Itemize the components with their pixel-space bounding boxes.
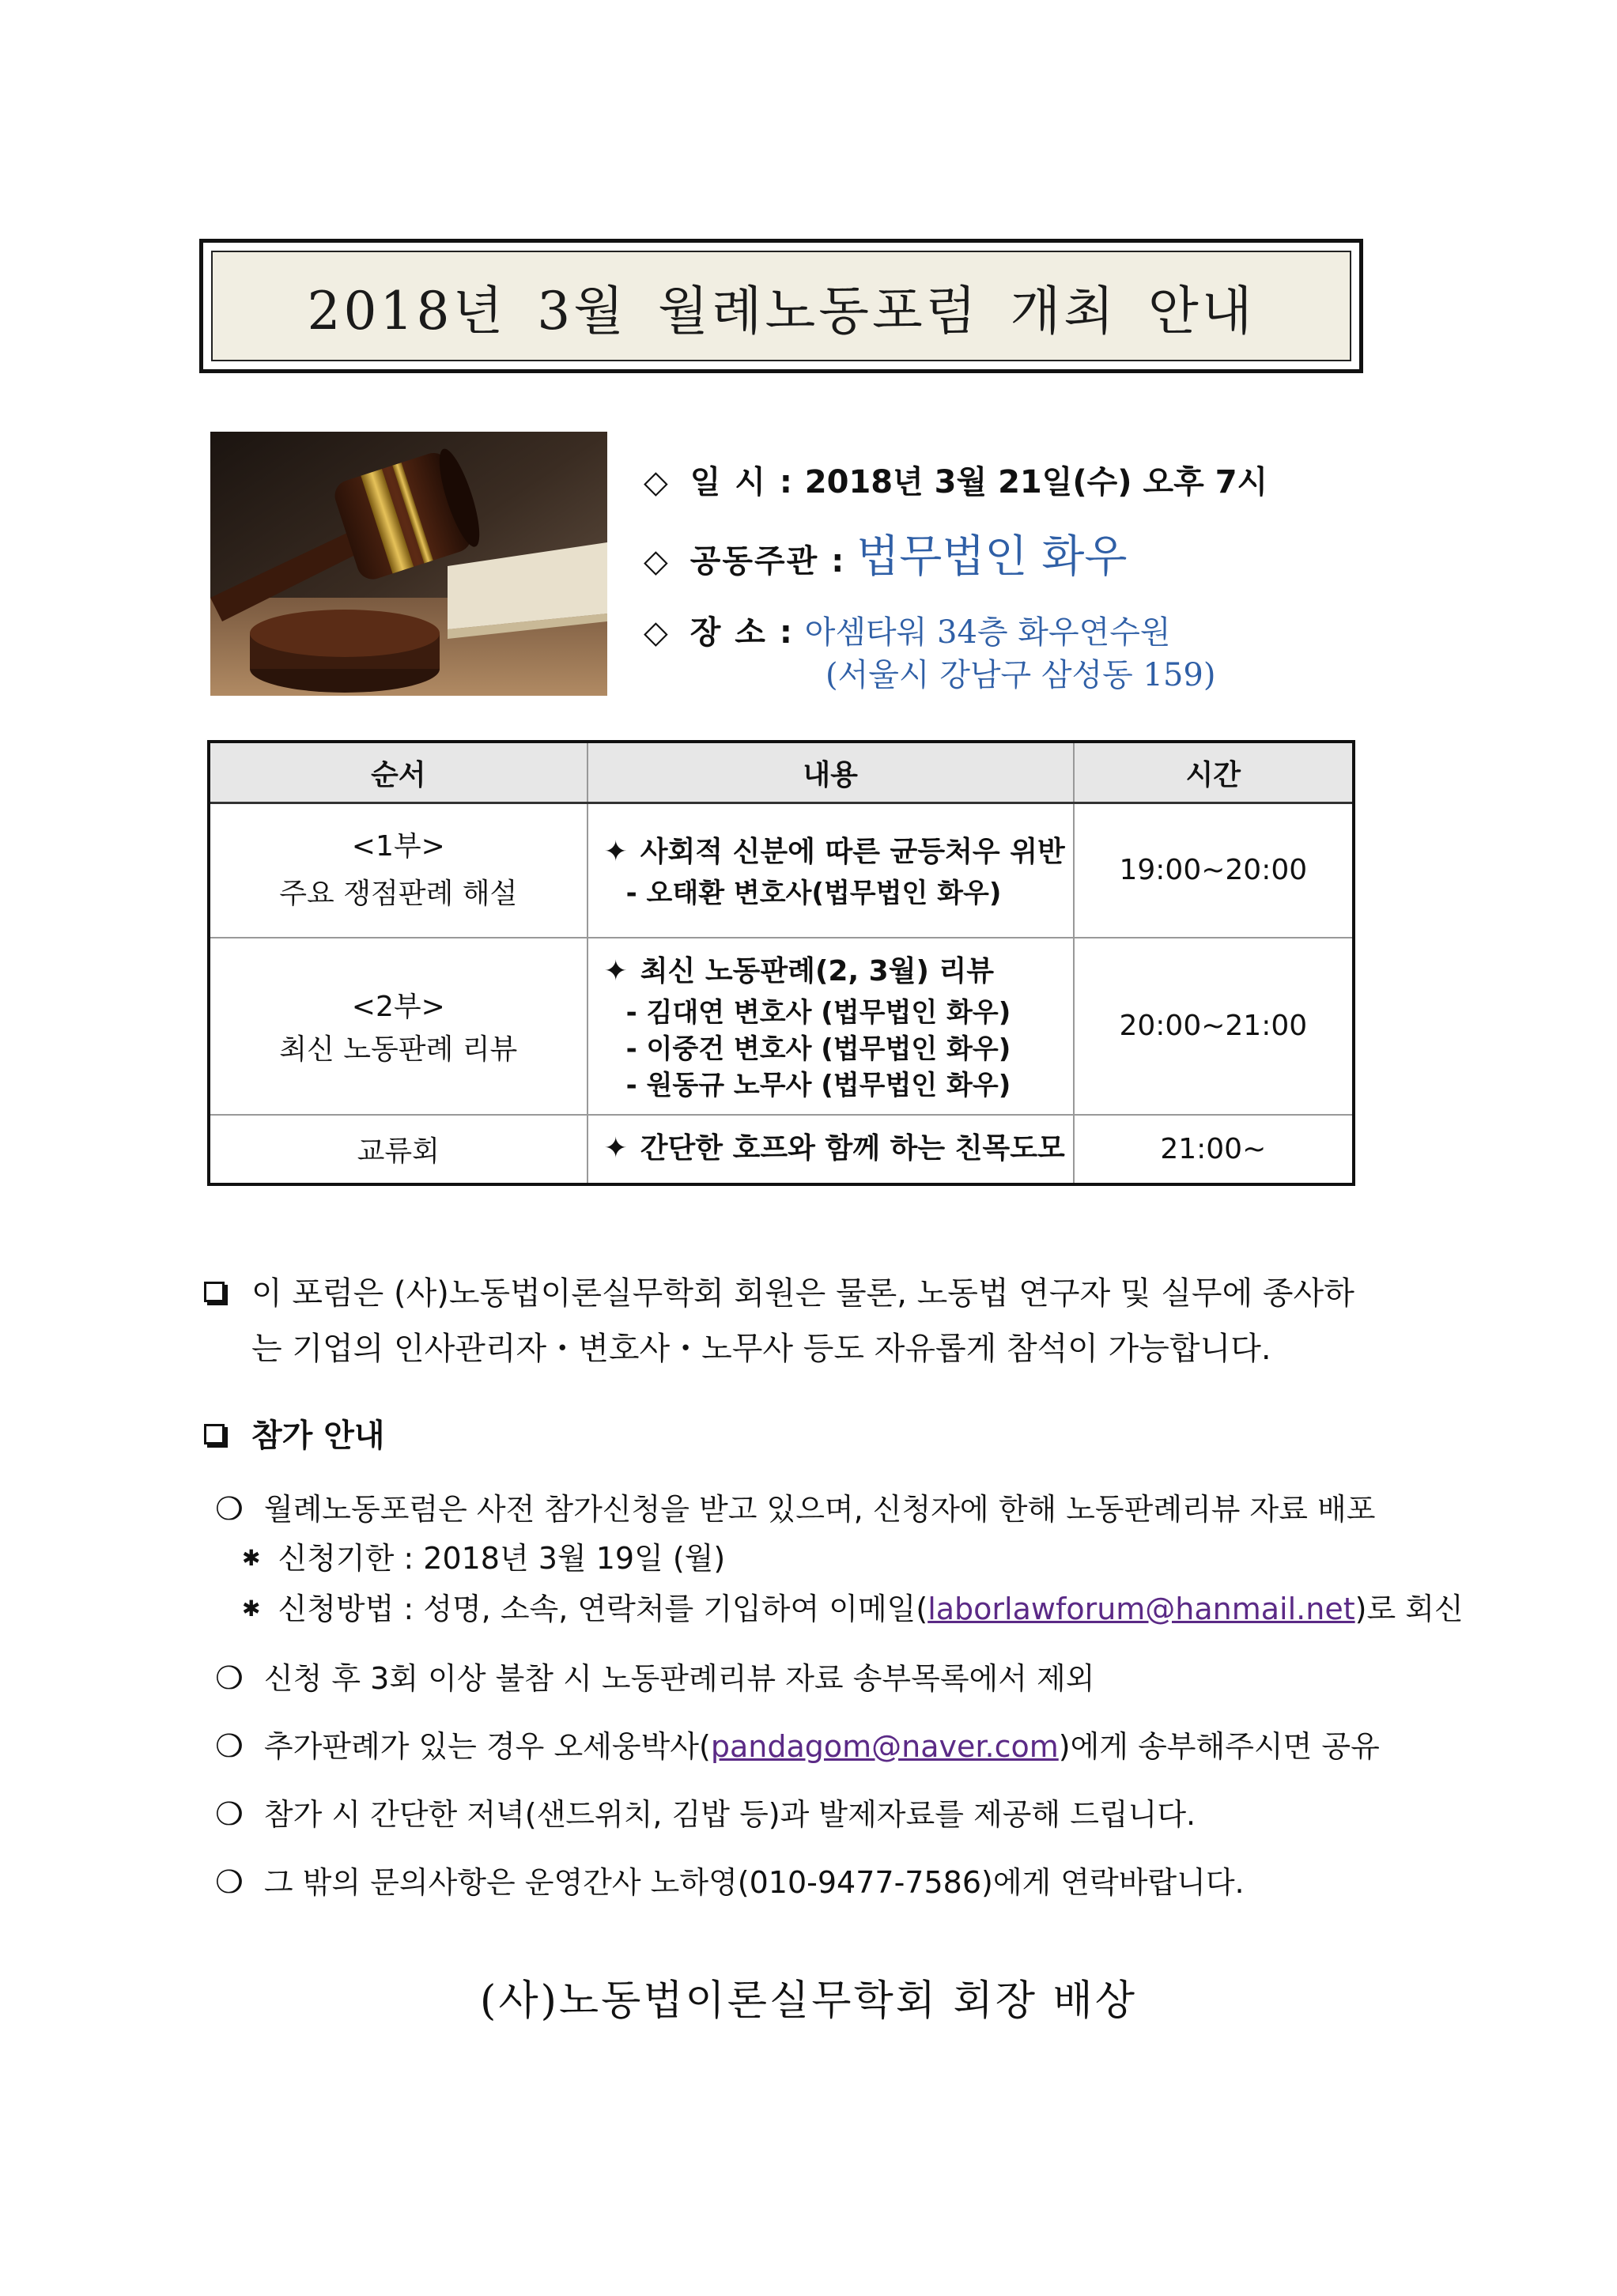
checkbox-bullet-icon bbox=[204, 1282, 225, 1302]
date-label: 일 시 : bbox=[689, 464, 794, 500]
part-number: <1부> bbox=[351, 829, 445, 863]
part-title: 주요 쟁점판례 해설 bbox=[279, 877, 518, 910]
topic-text: 최신 노동판례(2, 3월) 리뷰 bbox=[640, 954, 995, 988]
circle-bullet-icon: ❍ bbox=[215, 1660, 244, 1697]
topic bbox=[588, 949, 1073, 995]
diamond-icon: ◇ bbox=[644, 543, 668, 580]
part-cell bbox=[209, 938, 587, 1115]
speaker: - 이중건 변호사 (법무법인 화우) bbox=[625, 1033, 1011, 1065]
participation-item-3 bbox=[215, 1722, 1380, 1765]
topic-text: 간단한 호프와 함께 하는 친목도모 bbox=[640, 1132, 1065, 1165]
part-title: 최신 노동판례 리뷰 bbox=[279, 1033, 518, 1066]
title-box bbox=[199, 239, 1363, 373]
item-text: 월례노동포럼은 사전 참가신청을 받고 있으며, 신청자에 한해 노동판례리뷰 자료 배포 bbox=[263, 1492, 1376, 1527]
part-number: <2부> bbox=[351, 990, 445, 1023]
deadline-line bbox=[242, 1534, 725, 1577]
header-time: 시간 bbox=[1074, 742, 1354, 803]
table-row bbox=[209, 938, 1354, 1115]
star-icon: ✦ bbox=[603, 835, 628, 868]
checkbox-bullet-icon bbox=[204, 1424, 225, 1444]
host-value: 법무법인 화우 bbox=[856, 531, 1128, 583]
method-text-pre: 신청방법 : 성명, 소속, 연락처를 기입하여 이메일( bbox=[278, 1592, 928, 1626]
circle-bullet-icon: ❍ bbox=[215, 1491, 244, 1528]
star-icon: ✦ bbox=[603, 954, 628, 988]
participation-item-1 bbox=[215, 1485, 1375, 1528]
deadline-text: 신청기한 : 2018년 3월 19일 (월) bbox=[278, 1541, 726, 1576]
page-title: 2018년 3월 월례노동포럼 개최 안내 bbox=[307, 280, 1256, 342]
participation-item-5 bbox=[215, 1858, 1245, 1901]
header-order: 순서 bbox=[209, 742, 587, 803]
item-text: 참가 시 간단한 저녁(샌드위치, 김밥 등)과 발제자료를 제공해 드립니다. bbox=[263, 1797, 1196, 1832]
diamond-icon: ◇ bbox=[644, 614, 668, 651]
part-cell bbox=[209, 803, 587, 938]
circle-bullet-icon: ❍ bbox=[215, 1796, 244, 1833]
circle-bullet-icon: ❍ bbox=[215, 1728, 244, 1765]
item-text-post: )에게 송부해주시면 공유 bbox=[1058, 1729, 1380, 1764]
notice-line-2: 는 기업의 인사관리자・변호사・노무사 등도 자유롭게 참석이 가능합니다. bbox=[251, 1331, 1271, 1367]
gavel-icon bbox=[210, 432, 607, 696]
circle-bullet-icon: ❍ bbox=[215, 1864, 244, 1901]
part-title: 교류회 bbox=[209, 1115, 587, 1184]
content-cell bbox=[587, 1115, 1074, 1184]
participation-heading-text: 참가 안내 bbox=[251, 1418, 385, 1454]
email-link-pandagom[interactable]: pandagom@naver.com bbox=[710, 1729, 1059, 1764]
notice-text-1: 이 포럼은 (사)노동법이론실무학회 회원은 물론, 노동법 연구자 및 실무에 종사하 bbox=[251, 1275, 1354, 1312]
date-value: 2018년 3월 21일(수) 오후 7시 bbox=[804, 464, 1268, 500]
participation-item-4 bbox=[215, 1790, 1196, 1833]
item-text-pre: 추가판례가 있는 경우 오세웅박사( bbox=[263, 1729, 711, 1764]
table-row bbox=[209, 1115, 1354, 1184]
info-place bbox=[644, 607, 1171, 652]
content-cell bbox=[587, 938, 1074, 1115]
info-host bbox=[644, 522, 1128, 585]
schedule-table bbox=[207, 740, 1355, 1186]
method-text-post: )로 회신 bbox=[1354, 1592, 1464, 1626]
participation-heading bbox=[204, 1410, 385, 1456]
table-header-row bbox=[209, 742, 1354, 803]
gavel-image bbox=[210, 432, 607, 696]
host-label: 공동주관 : bbox=[689, 543, 846, 580]
email-link-laborlawforum[interactable]: laborlawforum@hanmail.net bbox=[928, 1592, 1355, 1626]
header-content: 내용 bbox=[587, 742, 1074, 803]
star-icon: ✦ bbox=[603, 1132, 628, 1165]
table-row bbox=[209, 803, 1354, 938]
place-address: (서울시 강남구 삼성동 159) bbox=[826, 657, 1216, 693]
asterisk-bullet-icon: ✱ bbox=[242, 1545, 261, 1571]
item-text: 그 밖의 문의사항은 운영간사 노하영(010-9477-7586)에게 연락바랍니다. bbox=[263, 1865, 1245, 1900]
info-date bbox=[644, 457, 1268, 502]
speaker: - 김대연 변호사 (법무법인 화우) bbox=[625, 996, 1011, 1029]
content-cell bbox=[587, 803, 1074, 938]
participation-item-2 bbox=[215, 1654, 1094, 1697]
topic bbox=[588, 829, 1073, 875]
footer-signature: (사)노동법이론실무학회 회장 배상 bbox=[480, 1977, 1137, 2025]
speaker: - 원동규 노무사 (법무법인 화우) bbox=[625, 1069, 1011, 1101]
topic bbox=[588, 1126, 1073, 1172]
notice-line-1 bbox=[204, 1268, 1354, 1313]
time-cell: 19:00~20:00 bbox=[1074, 803, 1354, 938]
topic-text: 사회적 신분에 따른 균등처우 위반 bbox=[640, 835, 1065, 868]
title-box-inner bbox=[211, 251, 1351, 361]
time-cell: 21:00~ bbox=[1074, 1115, 1354, 1184]
place-label: 장 소 : bbox=[689, 614, 794, 651]
method-line bbox=[242, 1584, 1464, 1628]
asterisk-bullet-icon: ✱ bbox=[242, 1595, 261, 1622]
speaker: - 오태환 변호사(법무법인 화우) bbox=[625, 877, 1002, 909]
time-cell: 20:00~21:00 bbox=[1074, 938, 1354, 1115]
diamond-icon: ◇ bbox=[644, 464, 668, 500]
item-text: 신청 후 3회 이상 불참 시 노동판례리뷰 자료 송부목록에서 제외 bbox=[263, 1661, 1095, 1696]
place-value: 아셈타워 34층 화우연수원 bbox=[804, 614, 1171, 651]
